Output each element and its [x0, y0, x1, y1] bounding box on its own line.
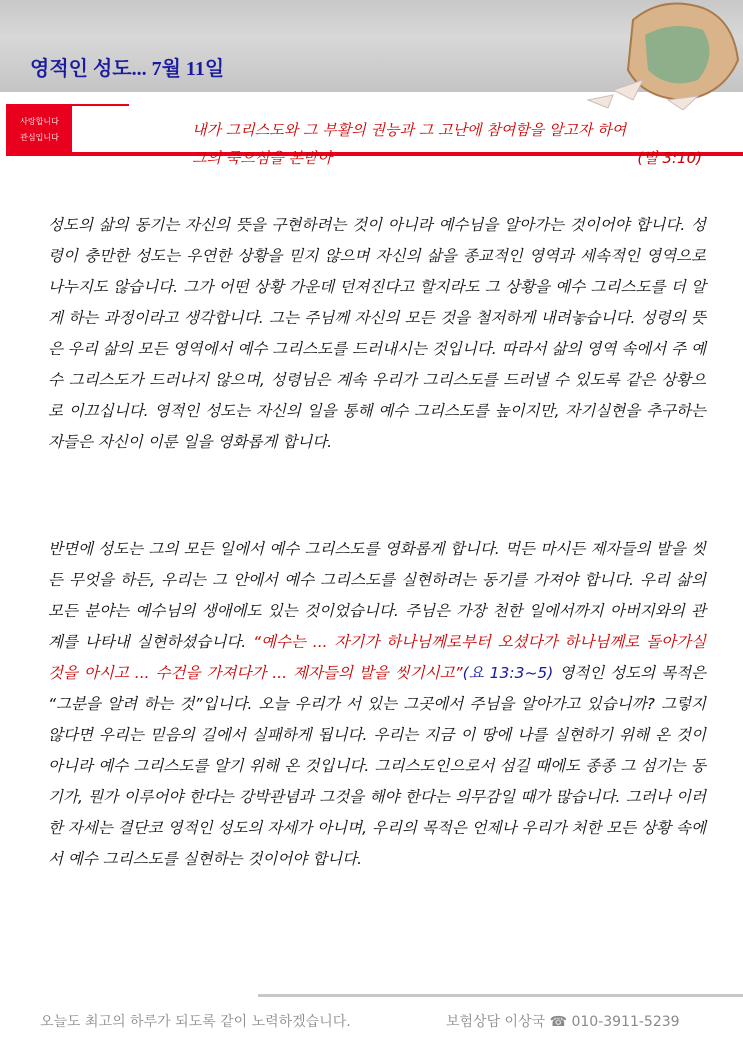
eggshell-money-image	[573, 0, 743, 110]
badge-line-1: 사랑합니다	[20, 117, 59, 126]
footer-contact: 보험상담 이상국 ☎ 010-3911-5239	[446, 1014, 680, 1030]
paragraph-1-text: 성도의 삶의 동기는 자신의 뜻을 구현하려는 것이 아니라 예수님을 알아가는 것이어야 합니다. 성령이 충만한 성도는 우연한 상황을 믿지 않으며 자신의 삶을 종교적인 영역과 세속적인 영역으로 나누지도 않습니다. 그가 어떤 상황 가운데 던져진다고 할지라도 그 상황을 예수 그리스도를 더 알게 하는 과정이라고 생각합니다. 그는 주님께 자신의 모든 것을 철저하게 내려놓습니다. 성령의 뜻은 우리 삶의 모든 영역에서 예수 그리스도를 드러내시는 것입니다. 따라서 삶의 영역 속에서 주 예수 그리스도가 드러나지 않으며, 성령님은 계속 우리가 그리스도를 드러낼 수 있도록 같은 상황으로 이끄십니다. 영적인 성도는 자신의 일을 통해 예수 그리스도를 높이지만, 자기실현을 추구하는 자들은 자신이 이룬 일을 영화롭게 합니다.	[48, 216, 706, 451]
footer-slogan: 오늘도 최고의 하루가 되도록 같이 노력하겠습니다.	[40, 1014, 351, 1030]
verse-line-2: 그의 죽으심을 본받아	[192, 149, 332, 167]
key-verse	[192, 116, 702, 172]
red-badge	[6, 104, 129, 156]
verse-reference: (빌 3:10)	[637, 149, 702, 167]
badge-line-2: 관심입니다	[20, 133, 59, 142]
footer-divider	[258, 994, 743, 997]
paragraph-1	[48, 210, 706, 458]
verse-line-1: 내가 그리스도와 그 부활의 권능과 그 고난에 참여함을 알고자 하여	[192, 121, 627, 139]
badge-white-box	[72, 106, 129, 152]
scripture-quote: “예수는 ... 자기가 하나님께로부터 오셨다가 하나님께로 돌아가실 것을 아시고 ... 수건을 가져다가 ... 제자들의 발을 씻기시고”	[48, 633, 706, 682]
page-title: 영적인 성도... 7월 11일	[30, 58, 225, 80]
header-banner	[0, 0, 743, 92]
paragraph-2	[48, 534, 706, 875]
paragraph-2-end: 영적인 성도의 목적은 “그분을 알려 하는 것”입니다. 오늘 우리가 서 있는 그곳에서 주님을 알아가고 있습니까? 그렇지 않다면 우리는 믿음의 길에서 실패하게 됩니다. 우리는 지금 이 땅에 나를 실현하기 위해 온 것이 아니라 예수 그리스도를 알기 위해 온 것입니다. 그리스도인으로서 섬길 때에도 종종 그 섬기는 동기가, 뭔가 이루어야 한다는 강박관념과 그것을 해야 한다는 의무감일 때가 많습니다. 그러나 이러한 자세는 결단코 영적인 성도의 자세가 아니며, 우리의 목적은 언제나 우리가 처한 모든 상황 속에서 예수 그리스도를 실현하는 것이어야 합니다.	[48, 664, 706, 868]
paragraph-2-start: 반면에 성도는 그의 모든 일에서 예수 그리스도를 영화롭게 합니다. 먹든 마시든 제자들의 발을 씻든 무엇을 하든, 우리는 그 안에서 예수 그리스도를 실현하려는 동기를 가져야 합니다. 우리 삶의 모든 분야는 예수님의 생애에도 있는 것이었습니다. 주님은 가장 천한 일에서까지 아버지와의 관계를 나타내 실현하셨습니다.	[48, 540, 706, 651]
scripture-quote-reference: (요 13:3~5)	[462, 664, 554, 682]
